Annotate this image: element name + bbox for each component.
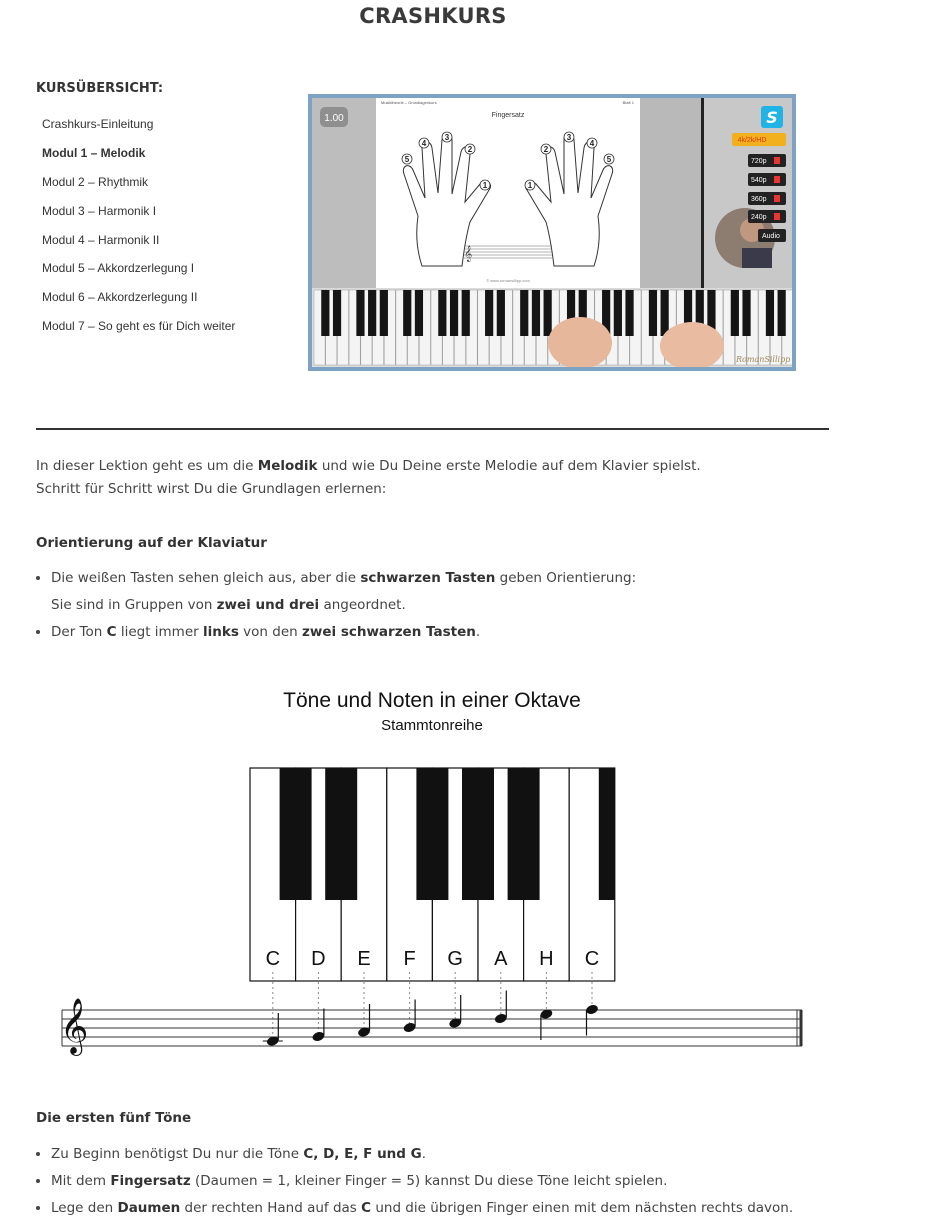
video-black-key xyxy=(415,290,423,336)
video-black-key xyxy=(742,290,750,336)
right-finger-5: 5 xyxy=(606,155,612,164)
quality-540: 540p xyxy=(751,177,767,184)
video-black-key xyxy=(544,290,552,336)
note-label: E xyxy=(357,948,371,970)
overview-heading: KURSÜBERSICHT: xyxy=(36,81,164,96)
quality-720: 720p xyxy=(751,158,767,165)
video-black-key xyxy=(661,290,669,336)
note-label: C xyxy=(584,948,600,970)
video-black-key xyxy=(333,290,341,336)
video-black-key xyxy=(485,290,493,336)
section-heading-orientation: Orientierung auf der Klaviatur xyxy=(36,535,267,551)
video-black-key xyxy=(520,290,528,336)
module-link-3[interactable]: Modul 3 – Harmonik I xyxy=(42,203,157,218)
video-black-key xyxy=(356,290,364,336)
module-link-intro[interactable]: Crashkurs-Einleitung xyxy=(42,117,154,131)
right-finger-3: 3 xyxy=(566,133,572,142)
black-key xyxy=(599,768,615,900)
video-watermark: RomanSillipp xyxy=(736,355,791,364)
audio-label: Audio xyxy=(762,233,780,240)
video-black-key xyxy=(532,290,540,336)
intro-text-1a: In dieser Lektion geht es um die xyxy=(36,458,258,474)
sheet-title: Fingersatz xyxy=(491,112,525,119)
octave-diagram xyxy=(56,676,816,1056)
right-finger-2: 2 xyxy=(543,145,549,154)
section-heading-first-five: Die ersten fünf Töne xyxy=(36,1110,192,1126)
note-label: G xyxy=(447,948,463,970)
section-divider xyxy=(36,428,829,430)
video-black-key xyxy=(403,290,411,336)
left-finger-3: 3 xyxy=(444,133,450,142)
module-link-6[interactable]: Modul 6 – Akkordzerlegung II xyxy=(42,290,198,305)
figure-title: Töne und Noten in einer Oktave xyxy=(283,689,581,712)
sheet-header-left: Musiktheorie – Grundlagenkurs xyxy=(381,100,437,105)
intro-paragraph xyxy=(36,455,701,501)
left-finger-4: 4 xyxy=(421,139,427,148)
black-key xyxy=(280,768,312,900)
video-hand-left xyxy=(548,317,612,367)
intro-text-2: Schritt für Schritt wirst Du die Grundlagen erlernen: xyxy=(36,481,387,497)
note-label: A xyxy=(494,948,508,970)
treble-clef: 𝄞 xyxy=(60,998,89,1054)
sheet-treble-clef: 𝄞 xyxy=(464,246,473,262)
note-label: F xyxy=(403,948,416,970)
first-five-list xyxy=(36,1141,793,1222)
sheet-header-right: Blatt 1 xyxy=(622,100,634,105)
video-black-key xyxy=(450,290,458,336)
first-five-item-2: • Mit dem Fingersatz (Daumen = 1, kleiner Finger = 5) kannst Du diese Töne leicht spielen. xyxy=(51,1168,793,1195)
module-link-2[interactable]: Modul 2 – Rhythmik xyxy=(42,174,149,189)
video-black-key xyxy=(766,290,774,336)
module-link-7[interactable]: Modul 7 – So geht es für Dich weiter xyxy=(42,319,236,334)
note-label: H xyxy=(539,948,554,970)
video-black-key xyxy=(438,290,446,336)
black-key xyxy=(462,768,494,900)
first-five-item-3: • Lege den Daumen der rechten Hand auf das C und die übrigen Finger einen mit dem nächsten rechts davon. xyxy=(51,1195,793,1222)
orientation-item-2: • Der Ton C liegt immer links von den zwei schwarzen Tasten. xyxy=(51,619,636,646)
video-black-key xyxy=(778,290,786,336)
figure-subtitle: Stammtonreihe xyxy=(381,717,483,734)
speed-label: 1.00 xyxy=(324,113,344,124)
video-black-key xyxy=(462,290,470,336)
sheet-footer: © www.romansillipp.com xyxy=(486,278,530,283)
page-title: CRASHKURS xyxy=(359,4,507,28)
intro-text-1c: und wie Du Deine erste Melodie auf dem Klavier spielst. xyxy=(317,458,701,474)
black-key xyxy=(325,768,357,900)
course-module-list xyxy=(42,112,235,343)
video-black-key xyxy=(614,290,622,336)
intro-text-1b: Melodik xyxy=(257,458,318,474)
right-finger-4: 4 xyxy=(589,139,595,148)
left-finger-1: 1 xyxy=(482,181,488,190)
video-black-key xyxy=(321,290,329,336)
video-frame[interactable] xyxy=(312,98,792,367)
module-link-1[interactable]: Modul 1 – Melodik xyxy=(42,145,146,160)
module-link-4[interactable]: Modul 4 – Harmonik II xyxy=(42,232,160,247)
black-key xyxy=(508,768,540,900)
music-staff xyxy=(62,1010,802,1046)
video-black-key xyxy=(649,290,657,336)
note-label: D xyxy=(311,948,326,970)
video-black-key xyxy=(380,290,388,336)
right-finger-1: 1 xyxy=(527,181,533,190)
note-label: C xyxy=(265,948,281,970)
quality-240: 240p xyxy=(751,214,767,221)
video-player[interactable] xyxy=(308,94,796,371)
black-key xyxy=(416,768,448,900)
quality-badge-label: 4k/2k/HD xyxy=(737,137,767,144)
quality-360: 360p xyxy=(751,196,767,203)
left-finger-5: 5 xyxy=(404,155,410,164)
left-finger-2: 2 xyxy=(467,145,473,154)
video-black-key xyxy=(368,290,376,336)
orientation-item-1: • Die weißen Tasten sehen gleich aus, aber die schwarzen Tasten geben Orientierung: Sie sind in Gruppen von zwei und drei angeordnet. xyxy=(51,565,636,619)
first-five-item-1: • Zu Beginn benötigst Du nur die Töne C, D, E, F und G. xyxy=(51,1141,793,1168)
orientation-list xyxy=(36,565,636,646)
logo-letter: S xyxy=(766,108,778,127)
video-black-key xyxy=(731,290,739,336)
module-link-5[interactable]: Modul 5 – Akkordzerlegung I xyxy=(42,261,195,276)
octave-keyboard xyxy=(250,768,615,981)
video-black-key xyxy=(497,290,505,336)
video-black-key xyxy=(625,290,633,336)
